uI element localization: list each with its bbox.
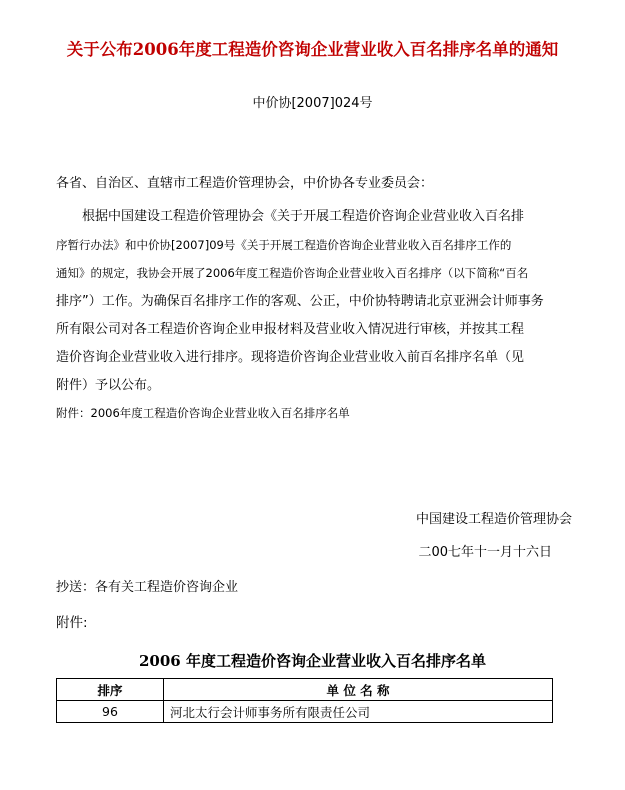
notice-body [56, 203, 574, 400]
body-line: 附件）予以公布。 [56, 378, 161, 394]
ranking-list-title: 2006 年度工程造价咨询企业营业收入百名排序名单 [139, 652, 486, 670]
issue-date: 二00七年十一月十六日 [418, 545, 552, 560]
salutation: 各省、自治区、直辖市工程造价管理协会，中价协各专业委员会： [56, 176, 434, 191]
notice-title: 关于公布2006年度工程造价咨询企业营业收入百名排序名单的通知 [66, 40, 559, 59]
document-number: 中价协[2007]024号 [252, 96, 373, 111]
attachment-reference: 附件：2006年度工程造价咨询企业营业收入百名排序名单 [56, 406, 350, 420]
body-line: 所有限公司对各工程造价咨询企业申报材料及营业收入情况进行审核，并按其工程 [56, 321, 525, 337]
rank-cell: 96 [57, 701, 164, 723]
issuing-organization: 中国建设工程造价管理协会 [415, 512, 572, 527]
table-header-row [57, 679, 553, 701]
body-line: 通知》的规定，我协会开展了2006年度工程造价咨询企业营业收入百名排序（以下简称“百名 [56, 266, 529, 281]
body-line: 排序”）工作。为确保百名排序工作的客观、公正，中价协特聘请北京亚洲会计师事务 [56, 293, 544, 309]
cc-line: 抄送：各有关工程造价咨询企业 [56, 580, 239, 595]
table-row [57, 701, 553, 723]
column-header-name: 单 位 名 称 [164, 679, 553, 701]
body-line: 造价咨询企业营业收入进行排序。现将造价咨询企业营业收入前百名排序名单（见 [56, 350, 525, 366]
body-line: 序暂行办法》和中价协[2007]09号《关于开展工程造价咨询企业营业收入百名排序工作的 [56, 238, 512, 253]
body-line: 根据中国建设工程造价管理协会《关于开展工程造价咨询企业营业收入百名排 [82, 209, 525, 224]
attachment-label: 附件: [56, 615, 88, 631]
ranking-table [56, 678, 553, 723]
column-header-rank: 排序 [57, 679, 164, 701]
company-name-cell: 河北太行会计师事务所有限责任公司 [164, 701, 553, 723]
